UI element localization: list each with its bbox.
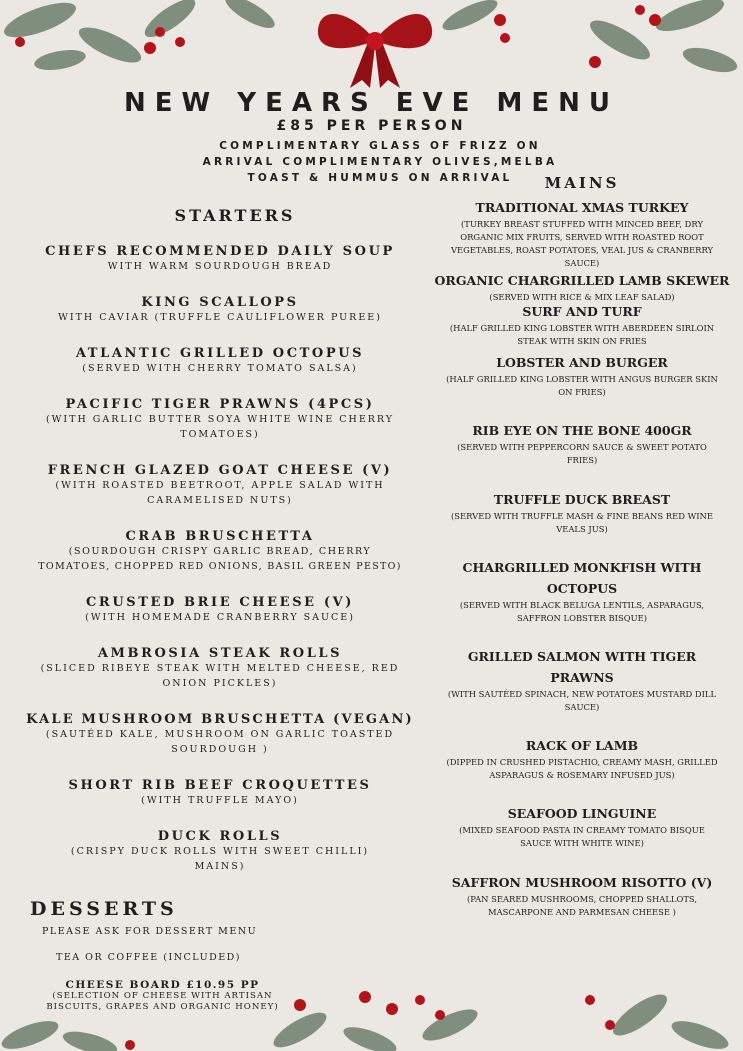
main-name: SURF AND TURF [522,304,642,319]
starter-name: CRAB BRUSCHETTA [125,529,315,544]
main-name: OCTOPUS [546,581,618,596]
starter-description: (SAUTÉED KALE, MUSHROOM ON GARLIC TOASTED [45,729,395,740]
main-name: SAFFRON MUSHROOM RISOTTO (V) [451,875,713,890]
starter-description: ONION PICKLES) [162,678,278,689]
main-item [432,872,732,919]
main-description: (HALF GRILLED KING LOBSTER WITH ABERDEEN SIRLOIN [449,323,715,333]
main-item [432,557,732,625]
starter-name: CHEFS RECOMMENDED DAILY SOUP [45,244,395,259]
main-description: SAFFRON LOBSTER BISQUE) [516,613,648,623]
starter-description: WITH CAVIAR (TRUFFLE CAULIFLOWER PUREE) [58,312,382,323]
main-description: SAUCE WITH WHITE WINE) [520,838,644,848]
starter-name: SHORT RIB BEEF CROQUETTES [68,778,372,793]
main-description: (SERVED WITH BLACK BELUGA LENTILS, ASPARAGUS, [459,600,705,610]
starter-description: (WITH ROASTED BEETROOT, APPLE SALAD WITH [55,480,385,491]
main-name: PRAWNS [550,670,614,685]
mains-heading: MAINS [544,174,620,192]
starter-item [10,397,430,442]
main-description: FRIES) [566,455,598,465]
main-item [432,270,732,304]
main-description: ASPARAGUS & ROSEMARY INFUSED JUS) [489,770,675,780]
main-item [432,489,732,536]
tea-coffee-note: TEA OR COFFEE (INCLUDED) [56,952,241,963]
desserts-heading: DESSERTS [30,898,178,920]
starter-item [10,529,430,574]
cheese-board-description: BISCUITS, GRAPES AND ORGANIC HONEY) [46,1002,279,1012]
starter-item [10,646,430,691]
starter-name: CRUSTED BRIE CHEESE (V) [85,595,355,610]
cheese-board-item [20,979,305,1013]
starter-name: KALE MUSHROOM BRUSCHETTA (VEGAN) [26,712,414,727]
main-description: (WITH SAUTÉED SPINACH, NEW POTATOES MUSTARD DILL [447,689,717,699]
complimentary-line: ARRIVAL COMPLIMENTARY OLIVES,MELBA [202,156,558,168]
main-item [432,803,732,850]
main-description: SAUCE) [564,258,600,268]
main-name: SEAFOOD LINGUINE [507,806,657,821]
main-name: RIB EYE ON THE BONE 400GR [472,423,692,438]
main-description: VEGETABLES, ROAST POTATOES, VEAL JUS & CRANBERRY [450,245,714,255]
starter-description: (SERVED WITH CHERRY TOMATO SALSA) [82,363,358,374]
red-bow-decoration [310,0,440,90]
cheese-board-name: CHEESE BOARD £10.95 PP [65,979,260,991]
starter-name: PACIFIC TIGER PRAWNS (4PCS) [65,397,375,412]
starter-description: WITH WARM SOURDOUGH BREAD [107,261,333,272]
starter-name: AMBROSIA STEAK ROLLS [97,646,343,661]
starter-description: (WITH HOMEMADE CRANBERRY SAUCE) [85,612,355,623]
main-description: (DIPPED IN CRUSHED PISTACHIO, CREAMY MASH, GRILLED [446,757,718,767]
starter-description: (SLICED RIBEYE STEAK WITH MELTED CHEESE, RED [40,663,400,674]
main-name: ORGANIC CHARGRILLED LAMB SKEWER [434,273,730,288]
main-description: VEALS JUS) [556,524,608,534]
starter-name: ATLANTIC GRILLED OCTOPUS [75,346,365,361]
main-item [432,646,732,714]
starter-description: TOMATOES) [180,429,260,440]
main-name: CHARGRILLED MONKFISH WITH [462,560,702,575]
starter-name: DUCK ROLLS [157,829,283,844]
main-item [432,301,732,348]
starter-name: FRENCH GLAZED GOAT CHEESE (V) [47,463,393,478]
starter-description: (SOURDOUGH CRISPY GARLIC BREAD, CHERRY [68,546,372,557]
starter-item [10,244,430,274]
starter-description: CARAMELISED NUTS) [147,495,293,506]
main-description: ON FRIES) [558,387,606,397]
starter-description: (CRISPY DUCK ROLLS WITH SWEET CHILLI) [70,846,370,857]
starter-description: TOMATOES, CHOPPED RED ONIONS, BASIL GREEN PESTO) [38,561,402,572]
starter-item [10,712,430,757]
complimentary-line: COMPLIMENTARY GLASS OF FRIZZ ON [219,140,541,152]
main-name: TRUFFLE DUCK BREAST [493,492,671,507]
starter-description: (WITH TRUFFLE MAYO) [141,795,299,806]
main-name: TRADITIONAL XMAS TURKEY [475,200,689,215]
main-description: ORGANIC MIX FRUITS, SERVED WITH ROASTED ROOT [460,232,704,242]
main-description: (SERVED WITH TRUFFLE MASH & FINE BEANS RED WINE [451,511,713,521]
main-description: (TURKEY BREAST STUFFED WITH MINCED BEEF, DRY [461,219,703,229]
main-description: MASCARPONE AND PARMESAN CHEESE ) [488,907,676,917]
starter-item [10,295,430,325]
starter-item [10,346,430,376]
starter-item [10,778,430,808]
main-name: GRILLED SALMON WITH TIGER [467,649,697,664]
price-per-person: £85 PER PERSON [276,118,467,134]
starter-item [10,829,430,874]
starter-description: (WITH GARLIC BUTTER SOYA WHITE WINE CHERRY [45,414,395,425]
starter-item [10,463,430,508]
main-item [432,197,732,270]
starters-heading: STARTERS [174,206,296,225]
main-item [432,352,732,399]
starter-name: KING SCALLOPS [141,295,299,310]
main-description: (SERVED WITH RICE & MIX LEAF SALAD) [489,292,675,302]
main-description: SAUCE) [564,702,600,712]
main-description: (MIXED SEAFOOD PASTA IN CREAMY TOMATO BISQUE [459,825,705,835]
main-name: LOBSTER AND BURGER [496,355,668,370]
main-description: STEAK WITH SKIN ON FRIES [517,336,647,346]
main-name: RACK OF LAMB [525,738,639,753]
menu-title: NEW YEARS EVE MENU [124,88,619,118]
main-description: (SERVED WITH PEPPERCORN SAUCE & SWEET POTATO [457,442,707,452]
starter-description: MAINS) [194,861,246,872]
starter-description: SOURDOUGH ) [171,744,269,755]
main-item [432,420,732,467]
main-description: (HALF GRILLED KING LOBSTER WITH ANGUS BURGER SKIN [446,374,718,384]
starter-item [10,595,430,625]
complimentary-line: TOAST & HUMMUS ON ARRIVAL [247,172,513,184]
main-description: (PAN SEARED MUSHROOMS, CHOPPED SHALLOTS, [466,894,698,904]
cheese-board-description: (SELECTION OF CHEESE WITH ARTISAN [52,991,273,1001]
main-item [432,735,732,782]
dessert-menu-note: PLEASE ASK FOR DESSERT MENU [42,926,258,937]
